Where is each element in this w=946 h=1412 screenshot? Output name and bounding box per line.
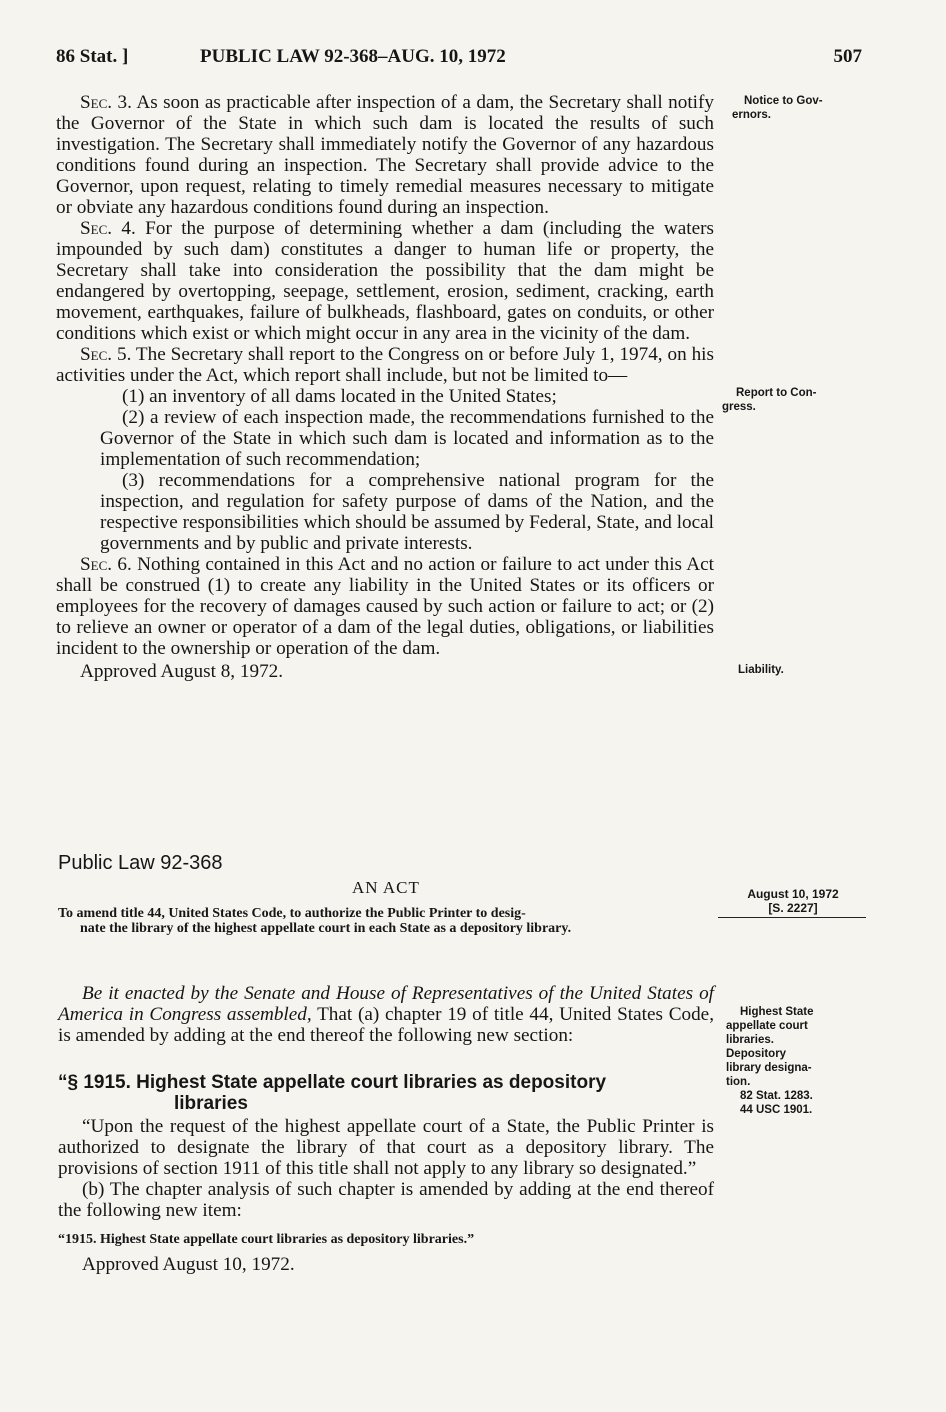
note-line: ernors.: [732, 109, 771, 121]
purpose-line: To amend title 44, United States Code, to authorize the Public Printer to desig-: [58, 906, 526, 921]
an-act-heading: AN ACT: [352, 878, 420, 897]
main-text: [56, 92, 714, 682]
page-header: [56, 46, 862, 76]
section-6: [56, 554, 714, 659]
note-line: gress.: [722, 401, 756, 413]
note-line: 44 USC 1901.: [740, 1104, 813, 1116]
margin-note-liability: Liability.: [738, 664, 784, 676]
approval-date: Approved August 10, 1972.: [82, 1254, 295, 1275]
margin-note-governors: [732, 94, 852, 122]
note-line: Notice to Gov-: [744, 95, 823, 107]
enacting-paragraph: [58, 983, 714, 1046]
note-line: 82 Stat. 1283.: [740, 1090, 813, 1102]
section-text: As soon as practicable after inspection of a dam, the Secretary shall notify the Governor of the State in which such dam is located the results of such investigation. The Secretary shall immediately notify the Governor of any hazardous conditions found during an inspection. The Secretary shall provide advice to the Governor, upon request, relating to timely remedial measures necessary to mitigate or obviate any hazardous conditions found during an inspection.: [56, 92, 714, 218]
section-1915-text: “Upon the request of the highest appellate court of a State, the Public Printer is authorized to designate the library of that court as a depository library. The provisions of section 1911 of this title shall not apply to any library so designated.”: [58, 1116, 714, 1179]
running-title: PUBLIC LAW 92-368–AUG. 10, 1972: [200, 46, 506, 67]
note-line: Report to Con-: [736, 387, 817, 399]
section-3: [56, 92, 714, 218]
section-label: Sec. 4.: [80, 218, 136, 239]
analysis-item: “1915. Highest State appellate court libraries as depository libraries.”: [58, 1232, 475, 1247]
enacting-text: [58, 983, 714, 1046]
note-line: appellate court: [726, 1020, 808, 1032]
section-label: Sec. 3.: [80, 92, 132, 113]
section-text: Nothing contained in this Act and no action or failure to act under this Act shall be construed (1) to create any liability in the United States or its officers or employees for the recovery of damages caused by such action or failure to act; or (2) to relieve an owner or operator of a dam of the legal duties, obligations, or liabilities incident to the ownership or operation of the dam.: [56, 554, 714, 659]
page-number: 507: [833, 46, 862, 67]
bill-number: [S. 2227]: [768, 901, 818, 915]
margin-note-report: [722, 386, 852, 414]
note-line: libraries.: [726, 1034, 774, 1046]
purpose-line: nate the library of the highest appellate court in each State as a depository library.: [80, 921, 572, 936]
section-label: Sec. 6.: [80, 554, 132, 575]
list-item: (2) a review of each inspection made, the recommendations furnished to the Governor of the State in which such dam is located and information as to the implementation of such recommendation;: [100, 407, 714, 470]
enactment-date: August 10, 1972: [747, 887, 839, 901]
section-4: [56, 218, 714, 344]
enacting-rest: That (a) chapter 19 of title 44, United States Code, is amended by adding at the end thereof the following new section:: [58, 1004, 714, 1046]
section-text: The Secretary shall report to the Congress on or before July 1, 1974, on his activities under the Act, which report shall include, but not be limited to—: [56, 344, 714, 386]
note-line: Depository: [726, 1048, 787, 1060]
section-heading-line: libraries: [174, 1093, 248, 1114]
stat-volume: 86 Stat. ]: [56, 46, 129, 67]
section-body: [58, 1116, 714, 1275]
enacting-clause: Be it enacted by the Senate and House of Representatives of the United States of America in Congress assembled,: [58, 983, 714, 1025]
public-law-title: Public Law 92-368: [58, 852, 223, 874]
margin-note-date: [724, 887, 862, 918]
section-heading: [58, 1072, 718, 1114]
note-line: tion.: [726, 1076, 751, 1088]
act-purpose: [58, 906, 714, 936]
list-item: (1) an inventory of all dams located in the United States;: [122, 386, 557, 407]
note-line: Highest State: [740, 1006, 814, 1018]
list-item: (3) recommendations for a comprehensive national program for the inspection, and regulation for safety purpose of dams of the Nation, and the respective responsibilities which should be assumed by Federal, State, and local governments and by public and private interests.: [100, 470, 714, 554]
note-line: library designa-: [726, 1062, 812, 1074]
approval-date: Approved August 8, 1972.: [80, 661, 284, 682]
subsection-b: (b) The chapter analysis of such chapter is amended by adding at the end thereof the following new item:: [58, 1179, 714, 1221]
section-heading-line: “§ 1915. Highest State appellate court libraries as depository: [58, 1072, 607, 1093]
section-text: For the purpose of determining whether a dam (including the waters impounded by such dam) constitutes a danger to human life or property, the Secretary shall take into consideration the possibility that the dam might be endangered by overtopping, seepage, settlement, erosion, sediment, cracking, earth movement, earthquakes, failure of bulkheads, flashboard, gates on conduits, or other conditions which exist or which might occur in any area in the vicinity of the dam.: [56, 218, 714, 344]
section-label: Sec. 5.: [80, 344, 132, 365]
section-5: [56, 344, 714, 386]
margin-note-libraries: [726, 1005, 856, 1117]
divider: [718, 917, 866, 918]
